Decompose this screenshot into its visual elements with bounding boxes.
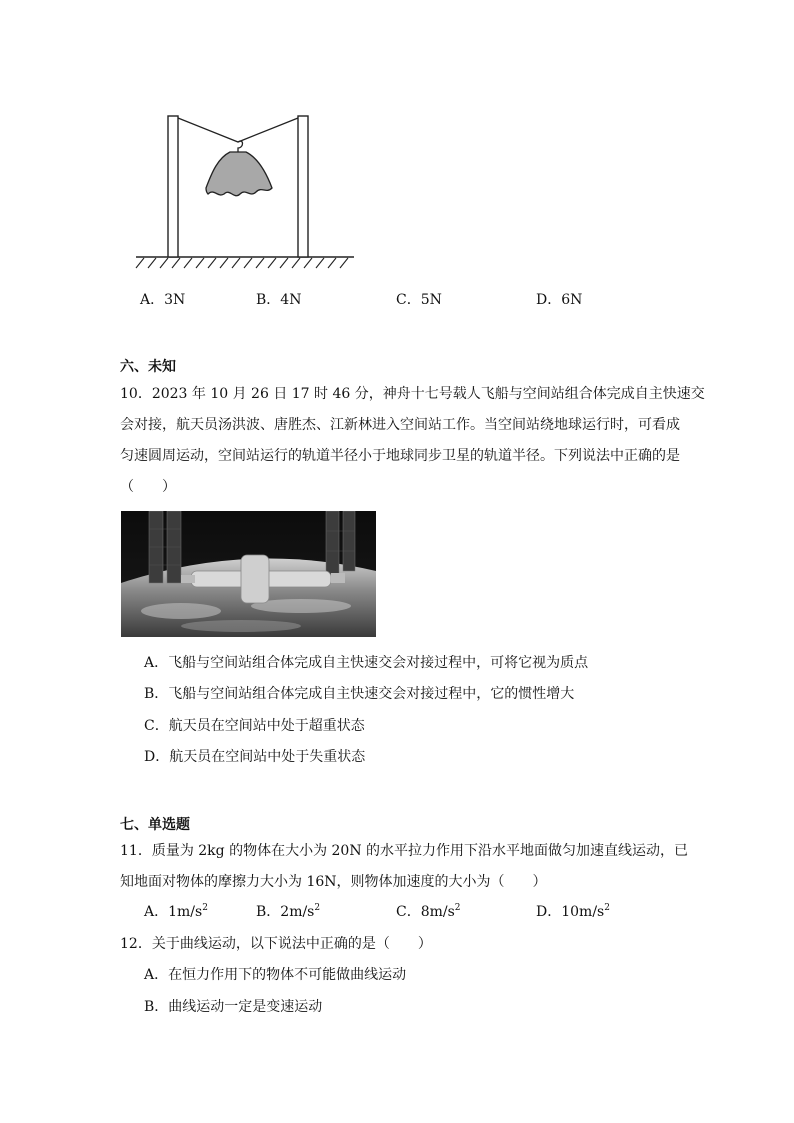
q11-option-text: B．2m/s — [256, 904, 315, 920]
superscript: 2 — [314, 903, 321, 913]
question-text-line: 11．质量为 2kg 的物体在大小为 20N 的水平拉力作用下沿水平地面做匀加速直线运动，已 — [120, 843, 689, 859]
q11-option-text: A．1m/s — [144, 904, 203, 920]
q12-option-a: A．在恒力作用下的物体不可能做曲线运动 — [144, 967, 407, 983]
question-text-line: 10．2023 年 10 月 26 日 17 时 46 分，神舟十七号载人飞船与空间站组合体完成自主快速交 — [120, 386, 705, 402]
q9-option-b: B．4N — [256, 292, 302, 308]
q11-option-text: C．8m/s — [396, 904, 455, 920]
q10-option-d: D．航天员在空间站中处于失重状态 — [144, 749, 366, 765]
q10-option-a: A．飞船与空间站组合体完成自主快速交会对接过程中，可将它视为质点 — [144, 655, 589, 671]
superscript: 2 — [604, 903, 610, 913]
section-heading: 六、未知 — [120, 359, 176, 375]
question-text-line: 会对接，航天员汤洪波、唐胜杰、江新林进入空间站工作。当空间站绕地球运行时，可看成 — [120, 417, 680, 433]
q11-option-a — [144, 902, 208, 922]
q11-option-b — [256, 902, 320, 922]
q11-option-d — [536, 902, 610, 922]
q9-option-a: A．3N — [140, 292, 186, 308]
q10-option-b: B．飞船与空间站组合体完成自主快速交会对接过程中，它的惯性增大 — [144, 686, 575, 702]
space-station-photo — [121, 511, 376, 637]
q9-option-c: C．5N — [396, 292, 442, 308]
question-text-line: 12．关于曲线运动，以下说法中正确的是（ ） — [120, 936, 432, 952]
superscript: 2 — [454, 903, 461, 913]
q9-option-d: D．6N — [536, 292, 583, 308]
hanging-bag-figure — [130, 108, 360, 273]
q10-option-c: C．航天员在空间站中处于超重状态 — [144, 718, 365, 734]
section-heading: 七、单选题 — [120, 817, 190, 833]
q11-option-c — [396, 902, 461, 922]
question-text-line: 匀速圆周运动，空间站运行的轨道半径小于地球同步卫星的轨道半径。下列说法中正确的是 — [120, 448, 680, 464]
q11-option-text: D．10m/s — [536, 904, 605, 920]
q12-option-b: B．曲线运动一定是变速运动 — [144, 999, 323, 1015]
question-text-line: （ ） — [120, 479, 176, 495]
superscript: 2 — [202, 903, 208, 913]
question-text-line: 知地面对物体的摩擦力大小为 16N，则物体加速度的大小为（ ） — [120, 874, 547, 890]
